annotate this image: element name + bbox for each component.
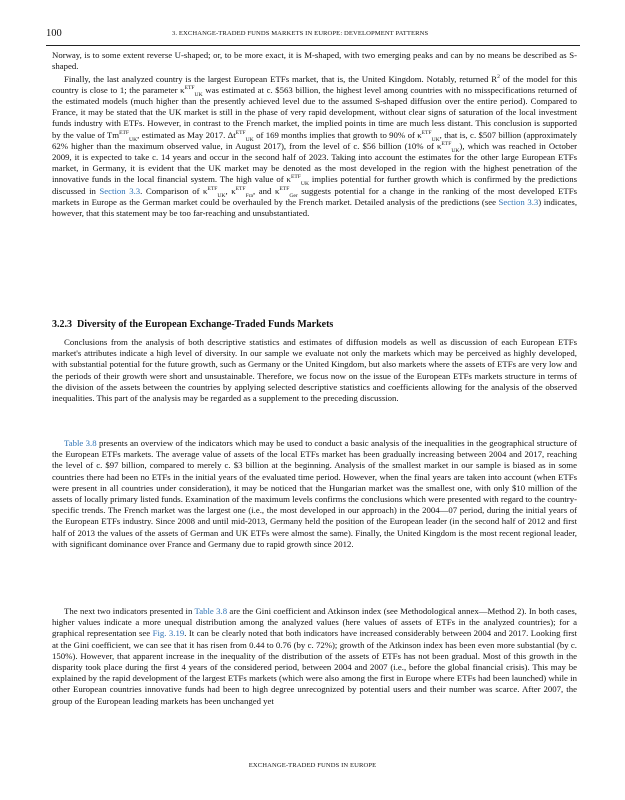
table-link[interactable]: Table 3.8 xyxy=(64,438,97,448)
book-title: EXCHANGE-TRADED FUNDS IN EUROPE xyxy=(248,762,377,769)
paragraph-4 xyxy=(52,438,577,550)
page-header xyxy=(46,28,580,42)
page-footer xyxy=(0,762,625,769)
section-title: Diversity of the European Exchange-Traded Funds Markets xyxy=(77,319,334,330)
running-title: 3. EXCHANGE-TRADED FUNDS MARKETS IN EUROPE: DEVELOPMENT PATTERNS xyxy=(172,30,429,37)
section-link[interactable]: Section 3.3 xyxy=(99,185,141,196)
paragraph-2 xyxy=(52,74,577,220)
page-number: 100 xyxy=(46,28,62,39)
paragraph-3 xyxy=(52,337,577,404)
paragraph-5 xyxy=(52,606,577,707)
section-link[interactable]: Section 3.3 xyxy=(498,196,539,207)
paragraph-text: Norway, is to some extent reverse U-shaped; or, to be more exact, it is M-shaped, with two emerging peaks and can by no means be described as S-shaped. xyxy=(52,50,577,72)
section-number: 3.2.3 xyxy=(52,319,72,330)
paragraph-text: Conclusions from the analysis of both descriptive statistics and estimates of diffusion models as well as discussion of each European ETFs market's attributes indicate a high level of diversity. In our sample we evaluate not only the markets which may be perceived as highly developed, with substantial potential for the future growth, such as Germany or the United Kingdom, but also markets where the assets of ETFs are very low and the periods of their growth were short and unsustainable. Therefore, we focus now on the issue of the European ETFs markets structure in terms of the division of the assets between the countries by applying selected descriptive statistics and coefficients allowing for the analysis of the observed inequalities. This part of the analysis may be regarded as a supplement to the preceding discussion. xyxy=(52,337,577,404)
paragraph-text: Table 3.8 presents an overview of the indicators which may be used to conduct a basic analysis of the inequalities in the geographical structure of the European ETFs markets. The average value of assets of the local ETFs market has been gradually increasing between 2004 and 2017, reaching the level of c. $97 billion, compared to merely c. $3 billion at the beginning. Analysis of the smallest market in our sample is biased as in some countries there had been no ETFs in the initial years of the evaluated time period. However, when the final years are taken into account (when ETFs were present in all countries under consideration), it may be noticed that the Hungarian market was the smallest one, with only $10 million of the assets of locally primary listed funds. Examination of the maximum levels confirms the conclusions which were presented with regard to the country-specific trends. The French market was the largest one (i.e., the most developed in our approach) in the 2004—07 period, during the initial years of the European ETFs industry. Since 2008 and until mid-2013, Germany held the position of the European leader (in the second half of 2012 and first half of 2013 the values of the assets of German and UK ETFs were almost the same). Finally, the United Kingdom is the most recent regional leader, with significant dominance over France and Germany due to rapid growth since 2012. xyxy=(52,438,577,549)
header-rule xyxy=(46,45,580,46)
paragraph-text: The next two indicators presented in Table 3.8 are the Gini coefficient and Atkinson index (see Methodological annex—Method 2). In both cases, higher values indicate a more unequal distribution among the analyzed values (here values of assets of ETFs in the analyzed countries); for a graphical representation see Fig. 3.19. It can be clearly noted that both indicators have increased considerably between 2004 and 2017. Looking first at the Gini coefficient, we can see that it has risen from 0.44 to 0.76 (by c. 72%); growth of the Atkinson index has been even more substantial (by c. 150%). However, that apparent increase in the inequality of the distribution of the assets of ETFs has not been gradual. Most of this growth in the disparity took place during the first 4 years of the considered period, between 2004 and 2007 (i.e., before the global financial crisis). This may be explained by the rapid development of the largest ETFs markets (which were also among the first in Europe where ETFs had been launched) while in other European countries innovative funds had been to high degree unrecognized by potential users and their number was scarce. After 2007, the group of the European leading markets has been unchanged yet xyxy=(52,606,577,706)
section-heading xyxy=(52,319,333,330)
figure-link[interactable]: Fig. 3.19 xyxy=(152,628,185,639)
paragraph-text: Finally, the last analyzed country is the largest European ETFs market, that is, the United Kingdom. Notably, returned $R^2$ of the model for this country is close to 1; the parameter $\kappa^{ETF}_{UK}$ was estimated at c. $563 billion, the highest level among countries with no misspecifications returned of the estimated models (much higher than the presently achieved level due to the assumed S-shaped diffusion over the entire period). Compared to France, it may be stated that the UK market is still in the phase of very rapid development, without clear signs of saturation of the local investment funds industry with ETFs. However, in contrast to the French market, the implied points in time are much less distant. This conclusion is supported by the value of $Tm^{ETF}_{UK}$, estimated as May 2017. $\Delta t^{ETF}_{UK}$ of 169 months implies that growth to 90% of $\kappa^{ETF}_{UK}$, that is, c. $507 billion (approximately 62% higher than the maximum observed value, in August 2017), from the level of c. $56 billion (10% of $\kappa^{ETF}_{UK}$), which was reached in October 2009, it is expected to take c. 14 years and occur in the second half of 2023. Taking into account the estimates for the other large European ETFs market, in Germany, it is evident that the UK market may be denoted as the most developed in the region with the highest penetration of the innovative funds in the local financial system. The high value of $\kappa^{ETF}_{UK}$ implies potential for further growth which is confirmed by the predictions discussed in Section 3.3. Comparison of $\kappa^{ETF}_{UK}$, $\kappa^{ETF}_{Fra}$, and $\kappa^{ETF}_{Ger}$ suggests potential for a change in the ranking of the most developed ETFs markets in Europe as the German market could be overhauled by the French market. Detailed analysis of the predictions (see Section 3.3) indicates, however, that this statement may be too far-reaching and unsubstantiated. xyxy=(52,73,578,218)
paragraph-1 xyxy=(52,50,577,72)
table-link[interactable]: Table 3.8 xyxy=(194,606,228,616)
